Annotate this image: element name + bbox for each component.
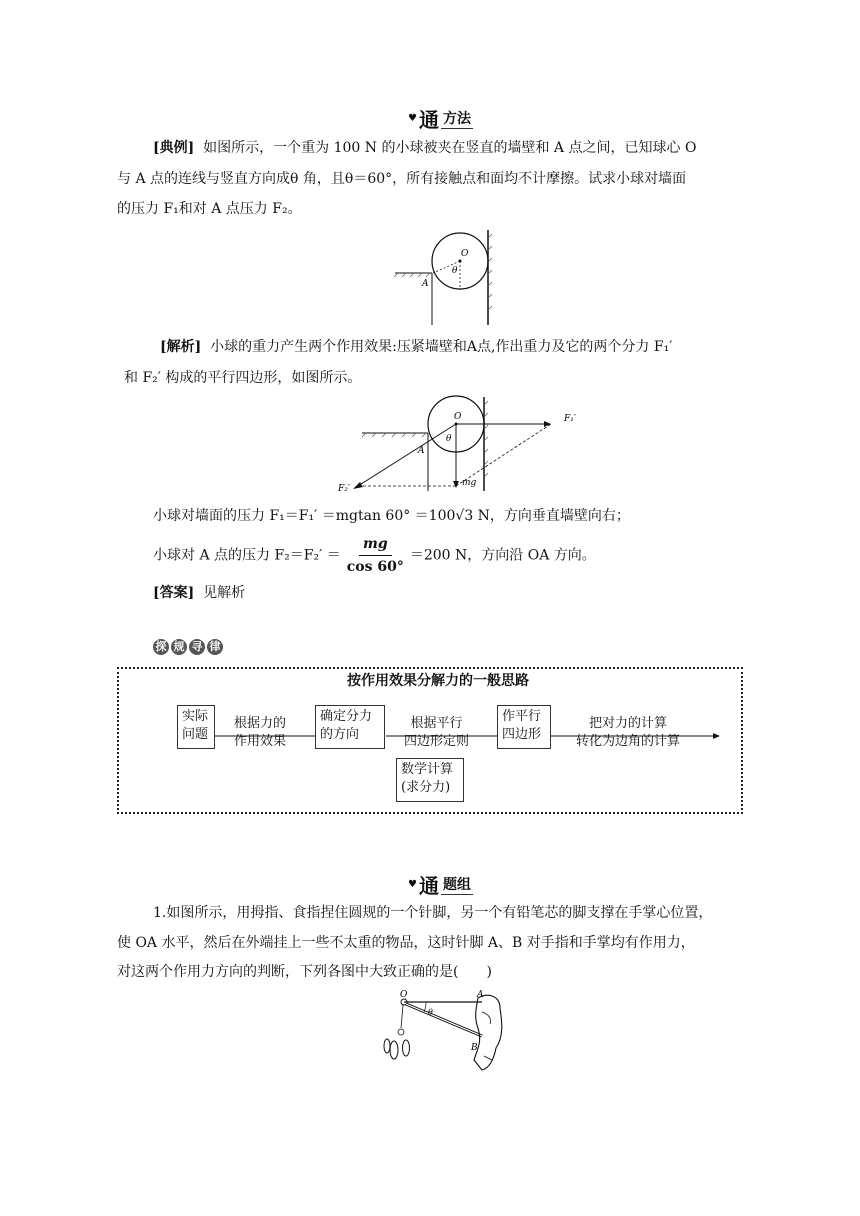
answer-tag: [答案] [153,585,195,601]
flow-box-math-calc: 数学计算 (求分力) [396,758,464,802]
label-A: A [422,279,429,289]
figure-force-parallelogram [336,393,586,495]
label-B: B [471,1043,478,1053]
label-O: O [454,412,462,422]
section-header-methods [408,104,473,133]
analysis-line-1: [解析] 小球的重力产生两个作用效果:压紧墙壁和A点,作出重力及它的两个分力 F₁′ [160,339,673,355]
figure-compass-hand [378,988,518,1074]
figure-ball-wall [390,228,500,328]
label-F2: F₂′ [338,484,350,494]
flow-arrow-label-2: 根据平行 四边形定则 [404,716,470,749]
example-line-3: 的压力 F₁和对 A 点压力 F₂。 [117,201,302,217]
label-theta: θ [446,434,452,444]
label-mg: mg [462,478,477,488]
example-line-2: 与 A 点的连线与竖直方向成θ 角，且θ＝60°，所有接触点和面均不计摩擦。试求小球对墙面 [117,171,687,187]
result-line-2: 小球对 A 点的压力 F₂＝F₂′ ＝ $\frac{mg}{\cos 60^\circ}$ ＝200 N，方向沿 OA 方向。 [153,533,596,578]
flowchart-title: 按作用效果分解力的一般思路 [347,673,529,689]
rule-tag: 探 规 寻 律 [153,639,223,655]
flow-arrow-label-1: 根据力的 作用效果 [234,716,287,749]
label-O: O [400,990,408,1000]
section-label: 题组 [441,874,473,895]
section-mark: 通 [418,874,439,898]
example-tag: [典例] [153,140,195,156]
sqrt3: √3 [455,508,474,524]
result-line-1: 小球对墙面的压力 F₁＝F₁′ ＝mgtan 60° ＝100√3 N，方向垂直墙壁向右； [153,508,630,524]
analysis-tag: [解析] [160,339,202,355]
flow-box-parallelogram: 作平行 四边形 [497,705,551,749]
label-A: A [418,446,425,456]
section-mark: 通 [418,108,439,132]
label-theta: θ [452,266,458,276]
section-header-problems [408,870,473,899]
flow-arrow-label-3: 把对力的计算 转化为边角的计算 [576,716,681,749]
analysis-line-2: 和 F₂′ 构成的平行四边形，如图所示。 [124,370,362,386]
label-F1: F₁′ [564,414,576,424]
heart-icon: ♥ [408,879,417,890]
section-label: 方法 [441,108,473,129]
heart-icon: ♥ [408,113,417,124]
label-O: O [461,249,469,259]
flow-box-actual-problem: 实际 问题 [177,705,215,749]
example-line-1: [典例] 如图所示，一个重为 100 N 的小球被夹在竖直的墙壁和 A 点之间，已知球心 O [153,140,697,156]
flow-box-component-direction: 确定分力 的方向 [315,705,385,749]
q1-line-2: 使 OA 水平，然后在外端挂上一些不太重的物品，这时针脚 A、B 对手指和手掌均有作用力， [117,935,695,951]
label-theta: θ [428,1008,433,1017]
q1-line-3: 对这两个作用力方向的判断，下列各图中大致正确的是( ) [117,964,492,980]
answer-line: [答案] 见解析 [153,585,246,601]
label-A: A [477,990,484,1000]
fraction: $\frac{mg}{\cos 60^\circ}$ [343,533,408,578]
q1-line-1: 1.如图所示，用拇指、食指捏住圆规的一个针脚，另一个有铅笔芯的脚支撑在手掌心位置， [153,905,713,921]
